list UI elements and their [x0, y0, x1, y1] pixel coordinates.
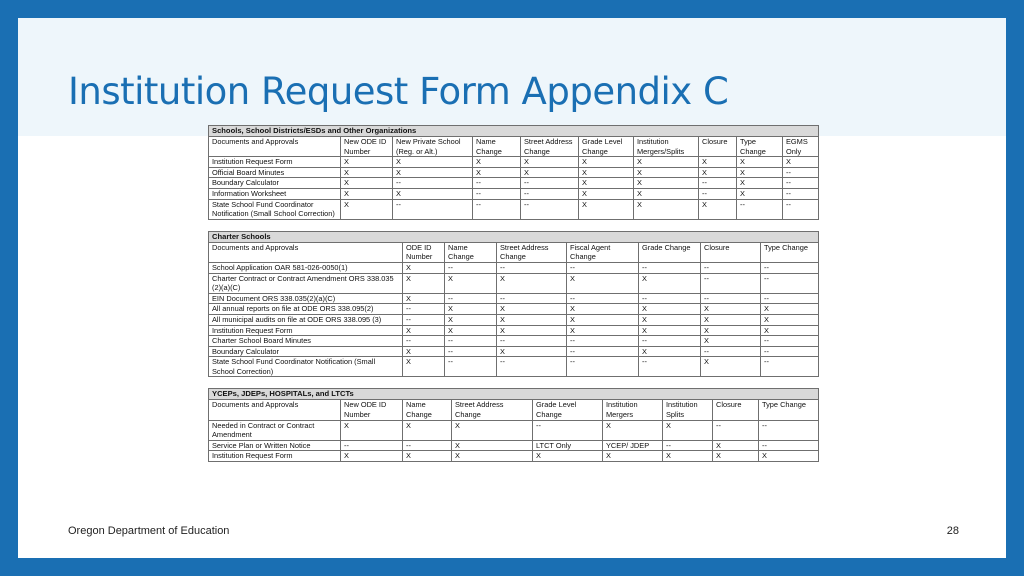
table-row: [209, 336, 819, 347]
table-schools: [208, 125, 819, 220]
table-cell: X: [445, 314, 497, 325]
table-cell: X: [452, 440, 533, 451]
table-row: [209, 199, 819, 219]
slide-title: Institution Request Form Appendix C: [68, 70, 729, 113]
table-row: [209, 420, 819, 440]
table-cell: --: [699, 178, 737, 189]
table-cell: X: [701, 304, 761, 315]
table-cell: X: [634, 199, 699, 219]
table-cell: YCEP/ JDEP: [603, 440, 663, 451]
table-cell: X: [639, 325, 701, 336]
table-cell: --: [403, 304, 445, 315]
table-cell: X: [579, 157, 634, 168]
table-cell: --: [761, 357, 819, 377]
table-cell: X: [473, 167, 521, 178]
row-label-cell: EIN Document ORS 338.035(2)(a)(C): [209, 293, 403, 304]
table-cell: X: [761, 325, 819, 336]
table-cell: --: [445, 293, 497, 304]
table-cell: X: [567, 325, 639, 336]
table-row: [209, 167, 819, 178]
table-cell: X: [403, 451, 452, 462]
table-cell: X: [341, 199, 393, 219]
section-header: Charter Schools: [209, 231, 819, 242]
column-header: Closure: [699, 137, 737, 157]
table-cell: --: [445, 346, 497, 357]
column-header: Documents and Approvals: [209, 242, 403, 262]
row-label-cell: Charter School Board Minutes: [209, 336, 403, 347]
section-header: Schools, School Districts/ESDs and Other Organizations: [209, 126, 819, 137]
row-label-cell: Boundary Calculator: [209, 178, 341, 189]
table-cell: X: [737, 188, 783, 199]
table-row: [209, 262, 819, 273]
table-cell: --: [521, 188, 579, 199]
table-row: [209, 304, 819, 315]
column-header: Name Change: [445, 242, 497, 262]
table-cell: --: [639, 293, 701, 304]
table-yceps-jdeps: [208, 388, 819, 462]
table-cell: X: [341, 451, 403, 462]
table-cell: --: [341, 440, 403, 451]
row-label-cell: State School Fund Coordinator Notification (Small School Correction): [209, 199, 341, 219]
table-cell: X: [445, 304, 497, 315]
table-row: [209, 357, 819, 377]
table-cell: X: [699, 157, 737, 168]
table-cell: --: [497, 293, 567, 304]
column-header: Street Address Change: [452, 400, 533, 420]
table-cell: --: [403, 440, 452, 451]
table-cell: --: [473, 188, 521, 199]
table-cell: X: [341, 420, 403, 440]
table-row: [209, 293, 819, 304]
table-cell: X: [634, 157, 699, 168]
table-cell: X: [341, 188, 393, 199]
table-cell: X: [579, 178, 634, 189]
table-cell: X: [639, 304, 701, 315]
table-cell: --: [761, 262, 819, 273]
column-header: Closure: [713, 400, 759, 420]
row-label-cell: Institution Request Form: [209, 451, 341, 462]
column-header: Institution Mergers/Splits: [634, 137, 699, 157]
table-row: [209, 440, 819, 451]
table-cell: --: [497, 336, 567, 347]
table-cell: X: [701, 336, 761, 347]
table-cell: --: [533, 420, 603, 440]
column-header: Documents and Approvals: [209, 137, 341, 157]
table-cell: --: [699, 188, 737, 199]
table-cell: X: [759, 451, 819, 462]
table-cell: X: [713, 440, 759, 451]
table-cell: X: [699, 167, 737, 178]
table-cell: X: [567, 314, 639, 325]
table-cell: X: [497, 304, 567, 315]
table-cell: X: [403, 420, 452, 440]
table-row: [209, 314, 819, 325]
table-cell: X: [497, 325, 567, 336]
column-header: New ODE ID Number: [341, 137, 393, 157]
table-cell: X: [699, 199, 737, 219]
table-cell: --: [663, 440, 713, 451]
table-cell: X: [403, 357, 445, 377]
table-header-row: [209, 137, 819, 157]
table-cell: LTCT Only: [533, 440, 603, 451]
table-cell: --: [445, 262, 497, 273]
table-cell: X: [403, 346, 445, 357]
table-cell: X: [634, 188, 699, 199]
table-cell: --: [761, 273, 819, 293]
row-label-cell: Institution Request Form: [209, 325, 403, 336]
row-label-cell: Charter Contract or Contract Amendment ORS 338.035 (2)(a)(C): [209, 273, 403, 293]
table-row: [209, 273, 819, 293]
page-number: 28: [946, 525, 959, 537]
table-cell: --: [639, 262, 701, 273]
table-cell: --: [761, 336, 819, 347]
table-cell: X: [497, 346, 567, 357]
table-cell: X: [639, 314, 701, 325]
table-cell: X: [341, 157, 393, 168]
column-header: Institution Mergers: [603, 400, 663, 420]
row-label-cell: Service Plan or Written Notice: [209, 440, 341, 451]
table-row: [209, 451, 819, 462]
table-cell: X: [403, 262, 445, 273]
column-header: Type Change: [737, 137, 783, 157]
table-cell: X: [521, 167, 579, 178]
table-cell: X: [567, 273, 639, 293]
table-cell: X: [497, 314, 567, 325]
appendix-tables: [208, 125, 818, 462]
table-header-row: [209, 400, 819, 420]
table-cell: X: [737, 157, 783, 168]
column-header: Fiscal Agent Change: [567, 242, 639, 262]
table-row: [209, 325, 819, 336]
table-cell: --: [403, 336, 445, 347]
table-cell: X: [445, 273, 497, 293]
table-cell: X: [341, 178, 393, 189]
table-cell: --: [393, 199, 473, 219]
row-label-cell: Official Board Minutes: [209, 167, 341, 178]
column-header: Grade Level Change: [579, 137, 634, 157]
table-cell: X: [341, 167, 393, 178]
table-cell: --: [783, 178, 819, 189]
table-cell: X: [579, 188, 634, 199]
column-header: Name Change: [403, 400, 452, 420]
row-label-cell: Needed in Contract or Contract Amendment: [209, 420, 341, 440]
table-cell: X: [403, 273, 445, 293]
table-cell: X: [701, 325, 761, 336]
table-cell: --: [497, 262, 567, 273]
table-cell: --: [473, 199, 521, 219]
column-header: EGMS Only: [783, 137, 819, 157]
table-cell: --: [783, 199, 819, 219]
table-cell: --: [445, 357, 497, 377]
column-header: Institution Splits: [663, 400, 713, 420]
table-cell: X: [521, 157, 579, 168]
table-row: [209, 178, 819, 189]
column-header: ODE ID Number: [403, 242, 445, 262]
table-cell: X: [452, 420, 533, 440]
table-cell: X: [639, 273, 701, 293]
table-cell: X: [701, 314, 761, 325]
column-header: New Private School (Reg. or Alt.): [393, 137, 473, 157]
table-cell: --: [701, 293, 761, 304]
table-cell: --: [393, 178, 473, 189]
table-cell: X: [497, 273, 567, 293]
table-row: [209, 346, 819, 357]
section-header: YCEPs, JDEPs, HOSPITALs, and LTCTs: [209, 389, 819, 400]
table-cell: X: [567, 304, 639, 315]
table-cell: --: [783, 167, 819, 178]
table-cell: --: [639, 336, 701, 347]
table-cell: --: [567, 346, 639, 357]
table-cell: X: [663, 420, 713, 440]
table-cell: --: [761, 346, 819, 357]
column-header: New ODE ID Number: [341, 400, 403, 420]
table-cell: X: [403, 293, 445, 304]
table-header-row: [209, 242, 819, 262]
table-cell: --: [567, 336, 639, 347]
column-header: Type Change: [759, 400, 819, 420]
footer-organization: Oregon Department of Education: [68, 525, 230, 537]
row-label-cell: All annual reports on file at ODE ORS 338.095(2): [209, 304, 403, 315]
table-cell: X: [634, 167, 699, 178]
table-cell: X: [713, 451, 759, 462]
table-cell: X: [403, 325, 445, 336]
table-cell: --: [403, 314, 445, 325]
table-cell: --: [521, 199, 579, 219]
table-cell: X: [663, 451, 713, 462]
table-cell: X: [603, 451, 663, 462]
row-label-cell: Boundary Calculator: [209, 346, 403, 357]
row-label-cell: Institution Request Form: [209, 157, 341, 168]
table-row: [209, 188, 819, 199]
column-header: Street Address Change: [521, 137, 579, 157]
table-cell: --: [445, 336, 497, 347]
table-cell: --: [737, 199, 783, 219]
table-cell: X: [445, 325, 497, 336]
column-header: Street Address Change: [497, 242, 567, 262]
table-cell: X: [701, 357, 761, 377]
table-cell: --: [713, 420, 759, 440]
column-header: Type Change: [761, 242, 819, 262]
row-label-cell: All municipal audits on file at ODE ORS 338.095 (3): [209, 314, 403, 325]
table-cell: --: [639, 357, 701, 377]
row-label-cell: State School Fund Coordinator Notification (Small School Correction): [209, 357, 403, 377]
column-header: Closure: [701, 242, 761, 262]
table-cell: X: [533, 451, 603, 462]
table-cell: --: [701, 273, 761, 293]
table-cell: X: [737, 178, 783, 189]
table-cell: X: [393, 188, 473, 199]
table-cell: X: [603, 420, 663, 440]
table-cell: X: [761, 304, 819, 315]
table-cell: X: [737, 167, 783, 178]
row-label-cell: Information Worksheet: [209, 188, 341, 199]
row-label-cell: School Application OAR 581-026-0050(1): [209, 262, 403, 273]
table-cell: X: [634, 178, 699, 189]
table-cell: --: [701, 262, 761, 273]
table-cell: X: [761, 314, 819, 325]
table-cell: X: [783, 157, 819, 168]
table-cell: --: [473, 178, 521, 189]
table-cell: X: [579, 167, 634, 178]
table-cell: --: [567, 262, 639, 273]
table-cell: X: [452, 451, 533, 462]
table-cell: --: [567, 293, 639, 304]
table-row: [209, 157, 819, 168]
column-header: Name Change: [473, 137, 521, 157]
column-header: Documents and Approvals: [209, 400, 341, 420]
column-header: Grade Level Change: [533, 400, 603, 420]
table-cell: X: [579, 199, 634, 219]
table-cell: --: [759, 440, 819, 451]
table-cell: --: [497, 357, 567, 377]
table-cell: --: [783, 188, 819, 199]
table-cell: --: [567, 357, 639, 377]
table-cell: --: [521, 178, 579, 189]
table-charter-schools: [208, 231, 819, 378]
table-cell: X: [473, 157, 521, 168]
table-cell: --: [759, 420, 819, 440]
table-cell: --: [701, 346, 761, 357]
slide: [18, 18, 1006, 558]
table-cell: X: [393, 157, 473, 168]
table-cell: X: [393, 167, 473, 178]
column-header: Grade Change: [639, 242, 701, 262]
table-cell: X: [639, 346, 701, 357]
table-cell: --: [761, 293, 819, 304]
